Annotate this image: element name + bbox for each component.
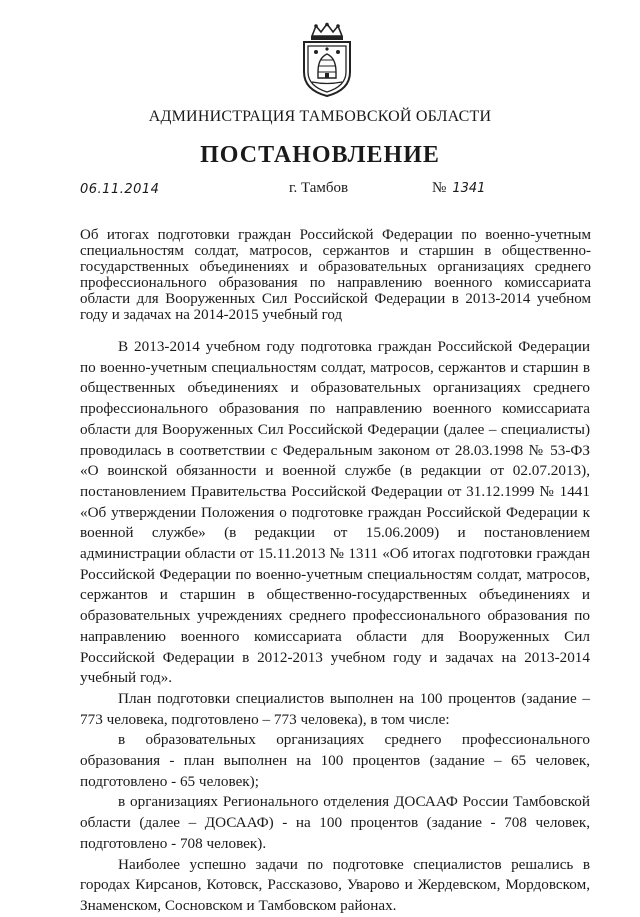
document-city: г. Тамбов (289, 180, 349, 196)
body-paragraph: Наиболее успешно задачи по подготовке специалистов решались в городах Кирсанов, Котовск, Рассказово, Уварово и Жердевском, Мордовском, Знаменском, Сосновском и Тамбовском районах. (80, 855, 590, 914)
document-body (80, 337, 590, 917)
agency-name: АДМИНИСТРАЦИЯ ТАМБОВСКОЙ ОБЛАСТИ (148, 108, 492, 125)
body-paragraph: в организациях Регионального отделения ДОСААФ России Тамбовской области (далее – ДОСААФ) - на 100 процентов (задание - 708 человек, подготовлено - 708 человек). (80, 793, 590, 852)
document-date: 06.11.2014 (80, 182, 160, 197)
body-paragraph: в образовательных организациях среднего профессионального образования - план выполнен на 100 процентов (задание – 65 человек, подготовлено - 65 человек); (80, 731, 590, 790)
document-type-title: ПОСТАНОВЛЕНИЕ (200, 142, 440, 168)
body-paragraph: В 2013-2014 учебном году подготовка граждан Российской Федерации по военно-учетным специальностям солдат, матросов, сержантов и старшин в общественных объединениях и образовательных организациях среднего профессионального образования по направлению военного комиссариата области для Вооруженных Сил Российской Федерации (далее – специалисты) проводилась в соответствии с Федеральным законом от 28.03.1998 № 53-ФЗ «О воинской обязанности и военной службе (в редакции от 02.07.2013), постановлением Правительства Российской Федерации от 31.12.1999 № 1441 «Об утверждении Положения о подготовке граждан Российской Федерации к военной службе» (в редакции от 15.06.2009) и постановлением администрации области от 15.11.2013 № 1311 «Об итогах подготовки граждан Российской Федерации по военно-учетным специальностям солдат, матросов, сержантов и старшин в общественно-государственных объединениях и образовательных учреждениях среднего профессионального образования по направлению военного комиссариата области для Вооруженных Сил Российской Федерации в 2012-2013 учебном году и задачах на 2013-2014 учебный год». (80, 338, 590, 687)
body-paragraph: План подготовки специалистов выполнен на 100 процентов (задание – 773 человека, подготовлено – 773 человека), в том числе: (80, 689, 590, 728)
document-subject: Об итогах подготовки граждан Российской Федерации по военно-учетным специальностям солдат, матросов, сержантов и старшин в общественно-государственных объединениях и образовательных организациях среднего профессионального образования по направлению военного комиссариата области для Вооруженных Сил Российской Федерации в 2013-2014 учебном году и задачах на 2014-2015 учебный год (80, 227, 591, 324)
number-value: 1341 (452, 181, 486, 196)
coat-of-arms-emblem (296, 22, 358, 98)
document-number (432, 180, 485, 197)
number-label: № (432, 180, 447, 196)
